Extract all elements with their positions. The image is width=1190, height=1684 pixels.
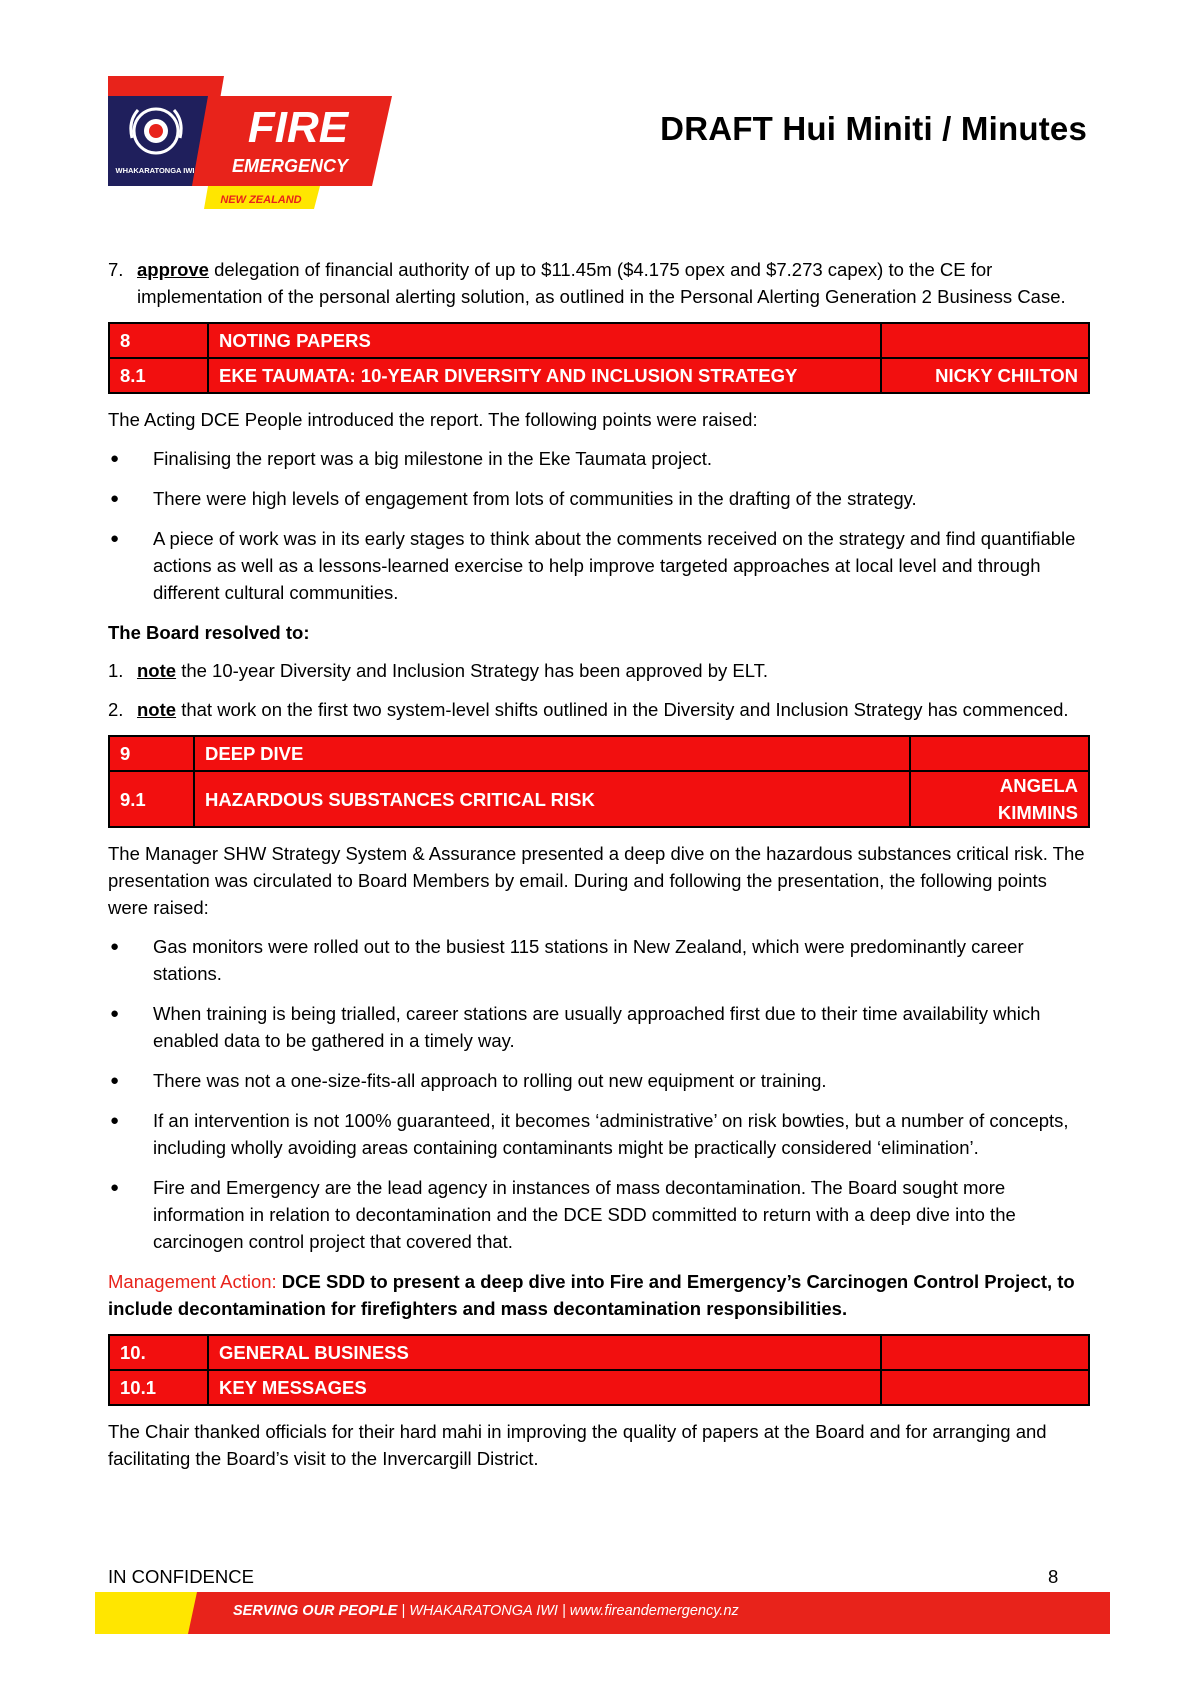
logo-country: NEW ZEALAND — [220, 194, 302, 206]
bullet-text: Gas monitors were rolled out to the busiest 115 stations in New Zealand, which were predominantly career stations. — [153, 936, 1024, 984]
bullet-text: There were high levels of engagement from lots of communities in the drafting of the strategy. — [153, 488, 917, 509]
section-title: NOTING PAPERS — [208, 323, 881, 358]
footer-tagline-rest: | WHAKARATONGA IWI | www.fireandemergency.nz — [397, 1603, 739, 1619]
section-row — [109, 323, 1089, 358]
minutes-body — [108, 256, 1090, 1484]
footer-band — [95, 1592, 1110, 1634]
section-text: The Chair thanked officials for their hard mahi in improving the quality of papers at the Board and for arranging and facilitating the Board’s visit to the Invercargill District. — [108, 1421, 1047, 1469]
page-title: DRAFT Hui Miniti / Minutes — [660, 110, 1087, 147]
section-10-header-table — [108, 1334, 1090, 1406]
bullet-item — [108, 1107, 1090, 1161]
logo-graphic — [108, 76, 392, 220]
resolution-text — [137, 657, 1090, 684]
resolution-number: 2. — [108, 699, 124, 720]
resolution-body: that work on the first two system-level shifts outlined in the Diversity and Inclusion Strategy has commenced. — [176, 699, 1069, 720]
section-title: DEEP DIVE — [194, 736, 910, 771]
bullet-icon: ● — [110, 1072, 120, 1089]
fire-emergency-logo — [108, 76, 392, 220]
resolution-item — [108, 657, 1090, 684]
resolution-body: the 10-year Diversity and Inclusion Strategy has been approved by ELT. — [176, 660, 769, 681]
bullet-text: When training is being trialled, career stations are usually approached first due to their time availability which enabled data to be gathered in a timely way. — [153, 1003, 1041, 1051]
resolution-text — [137, 256, 1090, 310]
bullet-icon: ● — [110, 1112, 120, 1129]
resolved-heading: The Board resolved to: — [108, 622, 310, 643]
bullet-item — [108, 1000, 1090, 1054]
section-presenter — [881, 1370, 1089, 1405]
resolution-text — [137, 696, 1090, 723]
bullet-icon: ● — [110, 450, 120, 467]
section-row — [109, 1370, 1089, 1405]
logo-wordmark-emergency: EMERGENCY — [231, 156, 349, 176]
section-presenter: NICKY CHILTON — [881, 358, 1089, 393]
section-row — [109, 358, 1089, 393]
resolution-item-7 — [108, 256, 1090, 310]
bullet-text: There was not a one-size-fits-all approach to rolling out new equipment or training. — [153, 1070, 827, 1091]
logo-crest-text: WHAKARATONGA IWI — [115, 166, 195, 175]
resolution-body: delegation of financial authority of up to $11.45m ($4.175 opex and $7.273 capex) to the CE for implementation of the personal alerting solution, as outlined in the Personal Alerting Generation 2 Business Case. — [137, 259, 1066, 307]
section-intro: The Manager SHW Strategy System & Assurance presented a deep dive on the hazardous substances critical risk. The presentation was circulated to Board Members by email. During and following the presentation, the following points were raised: — [108, 843, 1085, 918]
section-row — [109, 771, 1089, 827]
management-action-text: DCE SDD to present a deep dive into Fire and Emergency’s Carcinogen Control Project, to include decontamination for firefighters and mass decontamination responsibilities. — [108, 1271, 1075, 1319]
section-title: KEY MESSAGES — [208, 1370, 881, 1405]
section-presenter — [910, 736, 1089, 771]
resolution-keyword: note — [137, 660, 177, 681]
bullet-icon: ● — [110, 490, 120, 507]
section-number: 9.1 — [109, 771, 194, 827]
section-title: GENERAL BUSINESS — [208, 1335, 881, 1370]
section-presenter — [881, 323, 1089, 358]
bullet-icon: ● — [110, 1005, 120, 1022]
section-number: 10.1 — [109, 1370, 208, 1405]
bullet-item — [108, 1174, 1090, 1255]
section-intro: The Acting DCE People introduced the report. The following points were raised: — [108, 409, 758, 430]
section-8-header-table — [108, 322, 1090, 394]
bullet-item — [108, 933, 1090, 987]
bullet-item — [108, 1067, 1090, 1094]
section-row — [109, 736, 1089, 771]
section-title: EKE TAUMATA: 10-YEAR DIVERSITY AND INCLUSION STRATEGY — [208, 358, 881, 393]
resolution-keyword: approve — [137, 259, 209, 280]
bullet-text: Fire and Emergency are the lead agency in instances of mass decontamination. The Board sought more information in relation to decontamination and the DCE SDD committed to return with a deep dive into the carcinogen control project that covered that. — [153, 1177, 1016, 1252]
bullet-item — [108, 525, 1090, 606]
section-9-header-table — [108, 735, 1090, 828]
management-action — [108, 1268, 1090, 1322]
logo-wordmark-fire: FIRE — [247, 103, 349, 152]
resolution-keyword: note — [137, 699, 177, 720]
management-action-label: Management Action: — [108, 1271, 277, 1292]
footer-tagline-bold: SERVING OUR PEOPLE — [233, 1603, 398, 1619]
resolution-item — [108, 696, 1090, 723]
classification-label: IN CONFIDENCE — [108, 1566, 254, 1587]
bullet-text: If an intervention is not 100% guaranteed, it becomes ‘administrative’ on risk bowties, but a number of concepts, including wholly avoiding areas containing contaminants might be practically considered ‘elimination’. — [153, 1110, 1069, 1158]
footer-tagline — [233, 1603, 739, 1619]
bullet-icon: ● — [110, 938, 120, 955]
section-number: 10. — [109, 1335, 208, 1370]
section-presenter: ANGELA KIMMINS — [910, 771, 1089, 827]
resolution-number: 1. — [108, 660, 124, 681]
bullet-icon: ● — [110, 1179, 120, 1196]
section-number: 8.1 — [109, 358, 208, 393]
resolution-number: 7. — [108, 259, 124, 280]
section-presenter — [881, 1335, 1089, 1370]
bullet-text: Finalising the report was a big milestone in the Eke Taumata project. — [153, 448, 713, 469]
bullet-text: A piece of work was in its early stages to think about the comments received on the strategy and find quantifiable actions as well as a lessons-learned exercise to help improve targeted approaches at local level and through different cultural communities. — [153, 528, 1076, 603]
bullet-item — [108, 485, 1090, 512]
section-row — [109, 1335, 1089, 1370]
bullet-icon: ● — [110, 530, 120, 547]
section-number: 9 — [109, 736, 194, 771]
section-title: HAZARDOUS SUBSTANCES CRITICAL RISK — [194, 771, 910, 827]
section-number: 8 — [109, 323, 208, 358]
page-number: 8 — [1048, 1566, 1059, 1587]
bullet-item — [108, 445, 1090, 472]
